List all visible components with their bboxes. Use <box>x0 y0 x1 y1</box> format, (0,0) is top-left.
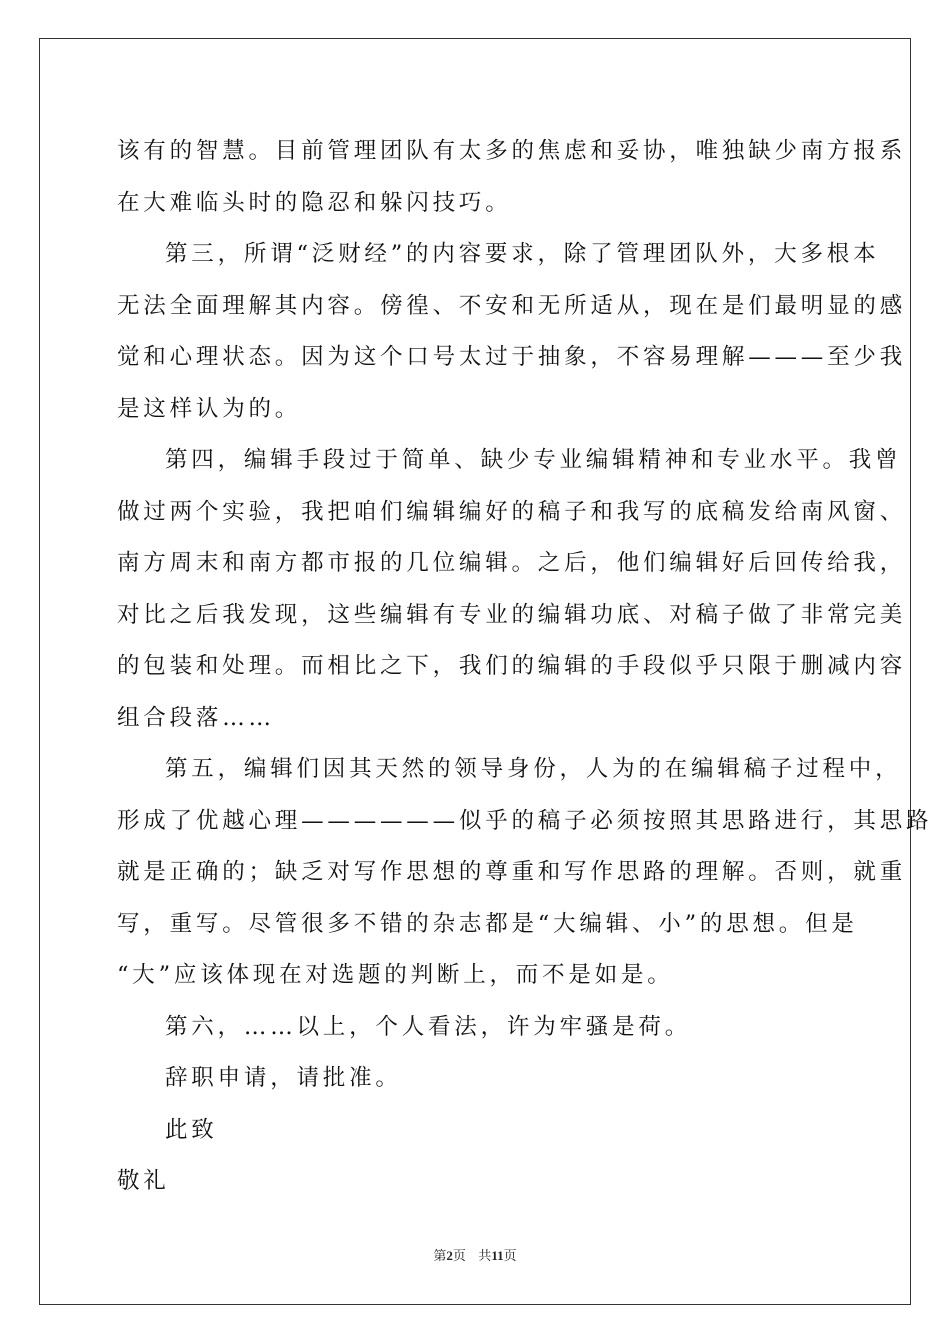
text-line: 无法全面理解其内容。傍徨、不安和无所适从，现在是们最明显的感 <box>117 292 907 319</box>
text-line: 做过两个实验，我把咱们编辑编好的稿子和我写的底稿发给南风窗、 <box>117 498 907 525</box>
closing-salutation: 此致 <box>165 1116 218 1143</box>
closing-respect: 敬礼 <box>117 1168 170 1194</box>
text-line: 的包装和处理。而相比之下，我们的编辑的手段似乎只限于删减内容 <box>117 653 907 679</box>
text-line: 就是正确的；缺乏对写作思想的尊重和写作思路的理解。否则，就重 <box>117 859 907 885</box>
text-line: 组合段落…… <box>117 704 275 731</box>
total-suffix: 页 <box>503 1249 517 1264</box>
paragraph-fourth-start: 第四，编辑手段过于简单、缺少专业编辑精神和专业水平。我曾 <box>165 447 902 473</box>
paragraph-sixth: 第六，……以上，个人看法，许为牢骚是荷。 <box>165 1013 692 1040</box>
text-line: 形成了优越心理——————似乎的稿子必须按照其思路进行，其思路 <box>117 807 933 834</box>
page-suffix: 页 <box>452 1249 466 1264</box>
text-line: 该有的智慧。目前管理团队有太多的焦虑和妥协，唯独缺少南方报系 <box>117 138 907 164</box>
paragraph-third-start: 第三，所谓“泛财经”的内容要求，除了管理团队外，大多根本 <box>165 241 880 267</box>
page-number: 2 <box>446 1248 453 1263</box>
text-line: 对比之后我发现，这些编辑有专业的编辑功底、对稿子做了非常完美 <box>117 601 907 628</box>
page-prefix: 第 <box>433 1249 447 1264</box>
text-line: 南方周末和南方都市报的几位编辑。之后，他们编辑好后回传给我， <box>117 550 907 576</box>
text-line: 在大难临头时的隐忍和躲闪技巧。 <box>117 189 512 216</box>
total-prefix: 共 <box>478 1249 492 1264</box>
text-line: 写，重写。尽管很多不错的杂志都是“大编辑、小”的思想。但是 <box>117 910 858 937</box>
total-pages: 11 <box>491 1248 504 1263</box>
resignation-request-line: 辞职申请，请批准。 <box>165 1065 402 1091</box>
page-footer <box>0 1245 950 1264</box>
text-line: “大”应该体现在对选题的判断上，而不是如是。 <box>117 962 674 988</box>
text-line: 是这样认为的。 <box>117 395 302 422</box>
document-body <box>117 126 933 1208</box>
text-line: 觉和心理状态。因为这个口号太过于抽象，不容易理解———至少我 <box>117 344 907 370</box>
paragraph-fifth-start: 第五，编辑们因其天然的领导身份，人为的在编辑稿子过程中， <box>165 756 902 782</box>
